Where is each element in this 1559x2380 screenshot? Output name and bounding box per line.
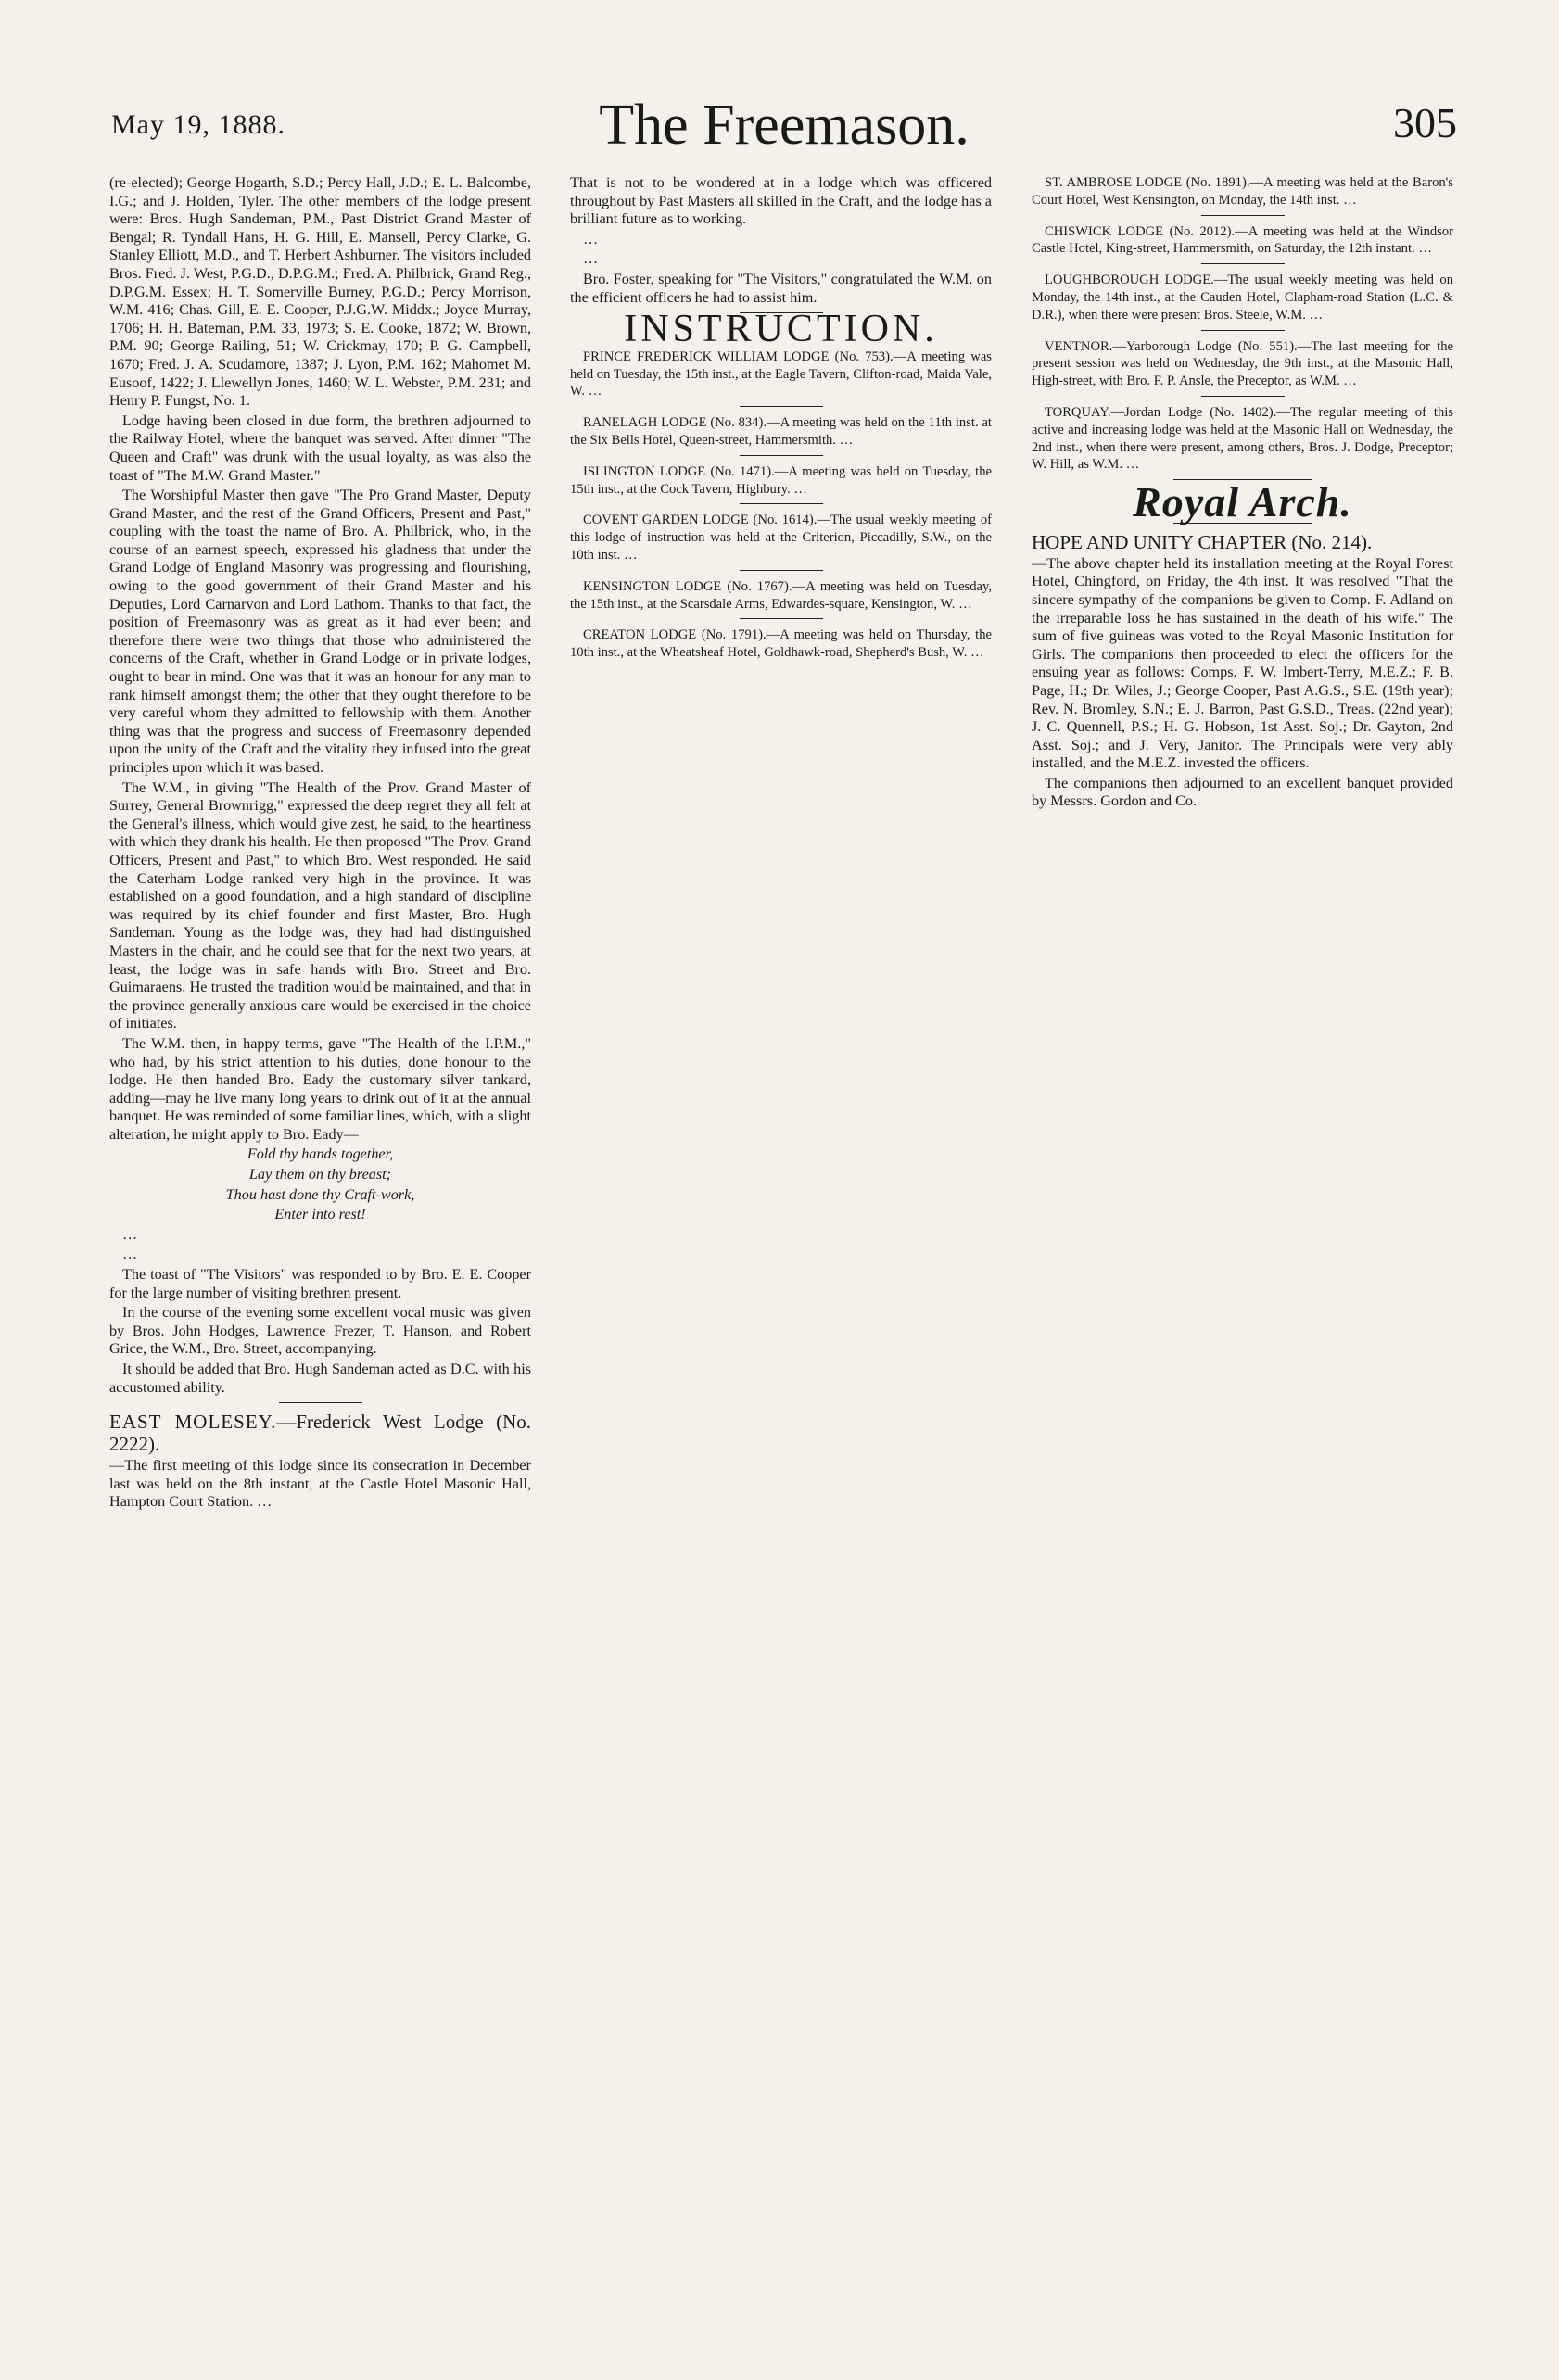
paragraph: That is not to be wondered at in a lodge which was officered throughout by Past Masters all skilled in the Craft, and the lodge has a brilliant future as to working. xyxy=(570,174,992,228)
report-body: —A meeting was held on Tuesday, the 15th inst., at the Scarsdale Arms, Edwardes-square, Kensington, W. … xyxy=(570,578,992,612)
lodge-report xyxy=(1032,223,1453,259)
column-left xyxy=(109,174,531,2343)
paragraph: … xyxy=(122,1246,138,1263)
issue-date: May 19, 1888. xyxy=(111,109,285,140)
divider xyxy=(740,570,823,571)
masthead xyxy=(111,56,1457,176)
report-body: —A meeting was held on Thursday, the 10th inst., at the Wheatsheaf Hotel, Goldhawk-road, Shepherd's Bush, W. … xyxy=(570,627,992,661)
divider xyxy=(279,1402,362,1403)
column-middle xyxy=(570,174,992,2343)
report-body: —The last meeting for the present session was held on Wednesday, the 9th inst., at the Masonic Hall, High-street, with Bro. F. P. Ansle, the Preceptor, as W.M. … xyxy=(1032,338,1453,389)
paragraph: Lodge having been closed in due form, the brethren adjourned to the Railway Hotel, where the banquet was served. After dinner "The Queen and Craft" was drunk with the usual loyalty, as was also the toast of "The M.W. Grand Master." xyxy=(109,411,531,484)
report-heading: PRINCE FREDERICK WILLIAM LODGE (No. 753). xyxy=(583,348,894,364)
report-body: —The usual weekly meeting of this lodge of instruction was held at the Criterion, Piccadilly, S.W., on the 10th inst. … xyxy=(570,513,992,563)
report-subheading: —Yarborough Lodge (No. 551). xyxy=(1112,338,1298,354)
article-columns xyxy=(109,174,1453,2343)
verse-line: Lay them on thy breast; xyxy=(248,1166,392,1184)
divider xyxy=(740,406,823,407)
lodge-report xyxy=(1032,338,1453,390)
paragraph: … xyxy=(583,250,599,268)
report-heading: VENTNOR. xyxy=(1045,338,1113,354)
report-heading: KENSINGTON LODGE (No. 1767). xyxy=(583,578,792,594)
report-body: —A meeting was held at the Windsor Castle Hotel, King-street, Hammersmith, on Saturday, the 12th instant. … xyxy=(1032,223,1453,257)
lodge-report xyxy=(570,348,992,400)
report-heading-chapter: HOPE AND UNITY CHAPTER (No. 214). xyxy=(1032,530,1373,553)
report-body: —A meeting was held on Tuesday, the 15th inst., at the Eagle Tavern, Clifton-road, Maida Vale, W. … xyxy=(570,348,992,399)
verse-line: Enter into rest! xyxy=(274,1206,366,1223)
section-heading-royal-arch: Royal Arch. xyxy=(1133,478,1352,526)
lodge-report xyxy=(570,512,992,563)
paragraph: The Worshipful Master then gave "The Pro Grand Master, Deputy Grand Master, and the rest of the Grand Officers, Present and Past," coupling with the toast the name of Bro. A. Philbrick, who, in the course of an earnest speech, expressed his gladness that under the Grand Lodge of England Masonry was progressing and flourishing, owing to the good government of their Grand Master and his Deputies, Lord Carnarvon and Lord Lathom. Thanks to that fact, the position of Freemasonry was as great as it had ever been; and therefore there were two things that those who administered the concerns of the Craft, whether in Grand Lodge or in private lodges, ought to bear in mind. One was that it was an honour for any man to rank himself amongst them; the other that they ought therefore to be very careful whom they admitted to fellowship with them. Another thing was that the progress and success of Freemasonry depended upon the unity of the Craft and the vitality they infused into the great principles upon which it was based. xyxy=(109,487,531,776)
divider xyxy=(740,455,823,456)
paragraph: … xyxy=(583,230,599,247)
report-body: —The usual weekly meeting was held on Monday, the 14th inst., at the Cauden Hotel, Clapham-road Station (L.C. & D.R.), when there were present Bros. Steele, W.M. … xyxy=(1032,272,1453,323)
report-heading: LOUGHBOROUGH LODGE. xyxy=(1045,272,1214,288)
report-heading: ISLINGTON LODGE (No. 1471). xyxy=(583,463,775,479)
report-body: —The regular meeting of this active and increasing lodge was held at the Masonic Hall on Wednesday, the 2nd inst., when there were present, among others, Bros. J. Dodge, Preceptor; W. Hill, as W.M. … xyxy=(1032,404,1453,473)
report-lodge: —Frederick West Lodge (No. 2222). xyxy=(109,1411,531,1456)
newspaper-title: The Freemason. xyxy=(599,94,970,157)
paragraph: —The above chapter held its installation meeting at the Royal Forest Hotel, Chingford, on Friday, the 4th inst. It was resolved "That the sincere sympathy of the companions be given to Comp. F. Adland on the irreparable loss he has sustained in the death of his wife." The sum of five guineas was voted to the Royal Masonic Institution for Girls. The companions then proceeded to elect the officers for the ensuing year as follows: Comps. F. W. Imbert-Terry, M.E.Z.; F. B. Page, H.; Dr. Wiles, J.; George Cooper, Past A.G.S., S.E. (19th year); Rev. N. Bromley, S.N.; E. J. Barron, Past G.S.D., Treas. (22nd year); J. C. Quennell, P.S.; H. G. Hobson, 1st Asst. Soj.; Dr. Gayton, 2nd Asst. Soj.; and J. Very, Janitor. The Principals were very ably installed, and the M.E.Z. invested the officers. xyxy=(1032,554,1453,772)
report-heading: ST. AMBROSE LODGE (No. 1891). xyxy=(1045,175,1250,190)
section-heading-instruction: INSTRUCTION. xyxy=(624,308,938,351)
paragraph: In the course of the evening some excellent vocal music was given by Bros. John Hodges, Lawrence Frezer, T. Hanson, and Robert Grice, the W.M., Bro. Street, accompanying. xyxy=(109,1304,531,1358)
lodge-report xyxy=(570,578,992,614)
divider xyxy=(740,618,823,619)
divider xyxy=(1201,263,1285,264)
page-number: 305 xyxy=(1393,99,1457,146)
paragraph: The W.M., in giving "The Health of the Prov. Grand Master of Surrey, General Brownrigg," expressed the deep regret they all felt at the General's illness, which would give zest, he said, to the heartiness with which they drank his health. He then proposed "The Prov. Grand Officers, Present and Past," to which Bro. West responded. He said the Caterham Lodge ranked very high in the province. It was established on a good foundation, and a high standard of discipline was required by its chief founder and first Master, Bro. Hugh Sandeman. Young as the lodge was, they had had distinguished Masters in the chair, and he could see that for the next two years, at least, the lodge was in safe hands with Bro. Street and Bro. Guimaraens. He trusted the tradition would be maintained, and that in the province generally anxious care would be exercised in the choice of initiates. xyxy=(109,779,531,1032)
divider xyxy=(1201,396,1285,397)
report-heading: EAST MOLESEY. xyxy=(109,1411,277,1434)
report-subheading: —Jordan Lodge (No. 1402). xyxy=(1110,404,1277,420)
lodge-report xyxy=(1032,404,1453,474)
paragraph: The companions then adjourned to an excellent banquet provided by Messrs. Gordon and Co. xyxy=(1032,774,1453,810)
report-heading: TORQUAY. xyxy=(1045,404,1111,420)
lodge-report xyxy=(570,627,992,662)
paragraph: (re-elected); George Hogarth, S.D.; Percy Hall, J.D.; E. L. Balcombe, I.G.; and J. Holden, Tyler. The other members of the lodge present were: Bros. Hugh Sandeman, P.M., Past District Grand Master of Bengal; R. Tyndall Hans, H. G. Hill, E. Mansell, Percy Clarke, G. Stanley Elliott, M.D., and T. Herbert Ashburner. The visitors included Bros. Fred. J. West, P.G.D., D.P.G.M.; Fred. A. Philbrick, Grand Reg., D.P.G.M. Essex; H. T. Somerville Burney, P.G.D.; Percy Morrison, W.M. 416; Chas. Gill, E. E. Cooper, P.J.G.W. Middx.; Joyce Murray, 1706; H. H. Bateman, P.M. 33, 1973; S. E. Cooke, 1872; W. Brown, P.M. 90; George Railing, 51; W. Crickmay, 170; P. G. Campbell, 1670; Fred. J. A. Scudamore, 1387; J. Lyon, P.M. 162; Mahomet M. Eusoof, 1422; J. Llewellyn Jones, 1460; W. L. Webster, P.M. 231; and Henry P. Fungst, No. 1. xyxy=(109,174,531,410)
report-body: —A meeting was held at the Baron's Court Hotel, West Kensington, on Monday, the 14th inst. … xyxy=(1032,175,1453,208)
paragraph: … xyxy=(122,1225,138,1243)
report-heading: COVENT GARDEN LODGE (No. 1614). xyxy=(583,513,818,528)
report-heading: CHISWICK LODGE (No. 2012). xyxy=(1045,223,1236,239)
divider xyxy=(740,503,823,504)
paragraph: It should be added that Bro. Hugh Sandeman acted as D.C. with his accustomed ability. xyxy=(109,1361,531,1396)
divider xyxy=(1201,215,1285,216)
verse-line: Thou hast done thy Craft-work, xyxy=(225,1185,415,1203)
paragraph: The toast of "The Visitors" was responded to by Bro. E. E. Cooper for the large number of visiting brethren present. xyxy=(109,1266,531,1301)
report-body: —A meeting was held on the 11th inst. at the Six Bells Hotel, Queen-street, Hammersmith. … xyxy=(570,415,992,448)
column-right xyxy=(1032,174,1453,2343)
report-heading: RANELAGH LODGE (No. 834). xyxy=(583,415,767,431)
report-heading: CREATON LODGE (No. 1791). xyxy=(583,627,767,643)
lodge-report xyxy=(570,414,992,449)
divider xyxy=(1201,330,1285,331)
paragraph: The W.M. then, in happy terms, gave "The Health of the I.P.M.," who had, by his strict attention to his duties, done honour to the lodge. He then handed Bro. Eady the customary silver tankard, adding—may he live many long years to drink out of it at the annual banquet. He was reminded of some familiar lines, which, with a slight alteration, he might apply to Bro. Eady— xyxy=(109,1034,531,1143)
report-east-molesey xyxy=(109,1411,531,1455)
verse-line: Fold thy hands together, xyxy=(247,1146,394,1163)
paragraph: Bro. Foster, speaking for "The Visitors," congratulated the W.M. on the efficient officers he had to assist him. xyxy=(570,270,992,306)
lodge-report xyxy=(1032,174,1453,209)
lodge-report xyxy=(570,463,992,499)
lodge-report xyxy=(1032,272,1453,323)
report-body: —A meeting was held on Tuesday, the 15th inst., at the Cock Tavern, Highbury. … xyxy=(570,463,992,497)
paragraph: —The first meeting of this lodge since its consecration in December last was held on the 8th instant, at the Castle Hotel Masonic Hall, Hampton Court Station. … xyxy=(109,1457,531,1511)
